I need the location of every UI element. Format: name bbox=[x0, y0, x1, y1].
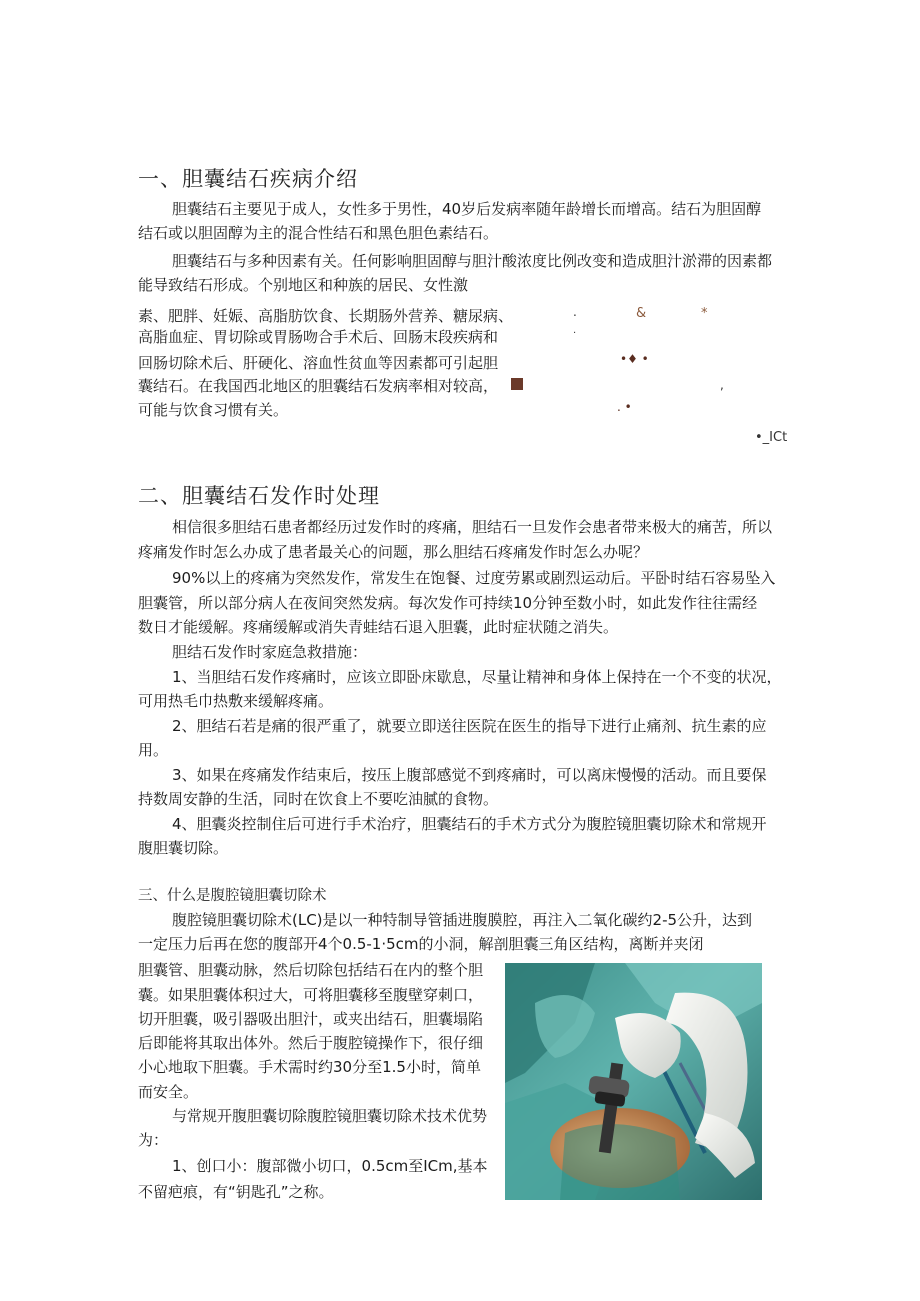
s3-p1-line4: 囊。如果胆囊体积过大，可将胆囊移至腹壁穿刺口， bbox=[138, 986, 484, 1004]
stray-bullets: •♦ • bbox=[620, 352, 649, 366]
stray-comma: , bbox=[720, 378, 724, 392]
section2-heading: 二、胆囊结石发作时处理 bbox=[138, 484, 380, 508]
s1-p2-line1: 胆囊结石与多种因素有关。任何影响胆固醇与胆汁酸浓度比例改变和造成胆汁淤滞的因素都 bbox=[172, 252, 773, 270]
s2-item2-line2: 用。 bbox=[138, 741, 169, 759]
stray-ampersand: & bbox=[636, 306, 647, 321]
surgery-photo bbox=[505, 963, 762, 1200]
stray-dot: . bbox=[573, 305, 577, 319]
s2-item1-line1: 1、当胆结石发作疼痛时，应该立即卧床歇息，尽量让精神和身体上保持在一个不变的状况， bbox=[172, 668, 782, 686]
s3-p2-line1: 与常规开腹胆囊切除腹腔镜胆囊切除术技术优势 bbox=[172, 1107, 488, 1125]
stray-dot-bullet: . • bbox=[617, 400, 632, 414]
s2-item1-line2: 可用热毛巾热敷来缓解疼痛。 bbox=[138, 692, 334, 710]
s3-p1-line2: 一定压力后再在您的腹部开4个0.5-1·5cm的小洞，解剖胆囊三角区结构，离断并夹闭 bbox=[138, 935, 704, 953]
s2-p2-line3: 数日才能缓解。疼痛缓解或消失青蛙结石退入胆囊，此时症状随之消失。 bbox=[138, 618, 619, 636]
s2-p2-line2: 胆囊管，所以部分病人在夜间突然发病。每次发作可持续10分钟至数小时，如此发作往往需经 bbox=[138, 594, 758, 612]
s2-p3: 胆结石发作时家庭急救措施： bbox=[172, 643, 368, 661]
s3-p1-line8: 而安全。 bbox=[138, 1083, 199, 1101]
s1-p2-line7: 可能与饮食习惯有关。 bbox=[138, 401, 289, 419]
s1-p2-line5: 回肠切除术后、肝硬化、溶血性贫血等因素都可引起胆 bbox=[138, 354, 499, 372]
s2-p2-line1: 90%以上的疼痛为突然发作，常发生在饱餐、过度劳累或剧烈运动后。平卧时结石容易坠入 bbox=[172, 569, 776, 587]
s1-p1-line1: 胆囊结石主要见于成人，女性多于男性，40岁后发病率随年龄增长而增高。结石为胆固醇 bbox=[172, 200, 762, 218]
stray-dot-small: · bbox=[573, 328, 577, 339]
s2-p1-line2: 疼痛发作时怎么办成了患者最关心的问题，那么胆结石疼痛发作时怎么办呢？ bbox=[138, 543, 649, 561]
s3-p3-line2: 不留疤痕，有“钥匙孔”之称。 bbox=[138, 1183, 334, 1201]
s1-p2-line2: 能导致结石形成。个别地区和种族的居民、女性激 bbox=[138, 276, 469, 294]
stray-star: * bbox=[701, 306, 708, 321]
s2-item4-line1: 4、胆囊炎控制住后可进行手术治疗，胆囊结石的手术方式分为腹腔镜胆囊切除术和常规开 bbox=[172, 815, 767, 833]
s3-p1-line5: 切开胆囊，吸引器吸出胆汁，或夹出结石，胆囊塌陷 bbox=[138, 1010, 484, 1028]
s3-p3-line1: 1、创口小：腹部微小切口，0.5cm至ICm,基本 bbox=[172, 1157, 488, 1175]
s1-p1-line2: 结石或以胆固醇为主的混合性结石和黑色胆色素结石。 bbox=[138, 224, 499, 242]
s1-p2-line6: 囊结石。在我国西北地区的胆囊结石发病率相对较高， bbox=[138, 377, 499, 395]
s3-p1-line1: 腹腔镜胆囊切除术(LC)是以一种特制导管插进腹膜腔，再注入二氧化碳约2-5公升，达到 bbox=[172, 911, 753, 929]
stray-square-mark bbox=[511, 378, 523, 390]
stray-ict: •_ICt bbox=[755, 430, 788, 445]
s2-item2-line1: 2、胆结石若是痛的很严重了，就要立即送往医院在医生的指导下进行止痛剂、抗生素的应 bbox=[172, 717, 767, 735]
s2-p1-line1: 相信很多胆结石患者都经历过发作时的疼痛，胆结石一旦发作会患者带来极大的痛苦，所以 bbox=[172, 518, 773, 536]
s3-p1-line6: 后即能将其取出体外。然后于腹腔镜操作下，很仔细 bbox=[138, 1034, 484, 1052]
s1-p2-line3: 素、肥胖、妊娠、高脂肪饮食、长期肠外营养、糖尿病、 bbox=[138, 307, 514, 325]
s2-item3-line1: 3、如果在疼痛发作结束后，按压上腹部感觉不到疼痛时，可以离床慢慢的活动。而且要保 bbox=[172, 766, 767, 784]
section3-heading: 三、什么是腹腔镜胆囊切除术 bbox=[138, 888, 327, 904]
section1-heading: 一、胆囊结石疾病介绍 bbox=[138, 167, 358, 191]
s2-item3-line2: 持数周安静的生活，同时在饮食上不要吃油腻的食物。 bbox=[138, 790, 499, 808]
s3-p1-line7: 小心地取下胆囊。手术需时约30分至1.5小时，简单 bbox=[138, 1058, 481, 1076]
s2-item4-line2: 腹胆囊切除。 bbox=[138, 839, 229, 857]
s3-p1-line3: 胆囊管、胆囊动脉，然后切除包括结石在内的整个胆 bbox=[138, 961, 484, 979]
s1-p2-line4: 高脂血症、胃切除或胃肠吻合手术后、回肠末段疾病和 bbox=[138, 328, 499, 346]
s3-p2-line2: 为： bbox=[138, 1131, 169, 1149]
